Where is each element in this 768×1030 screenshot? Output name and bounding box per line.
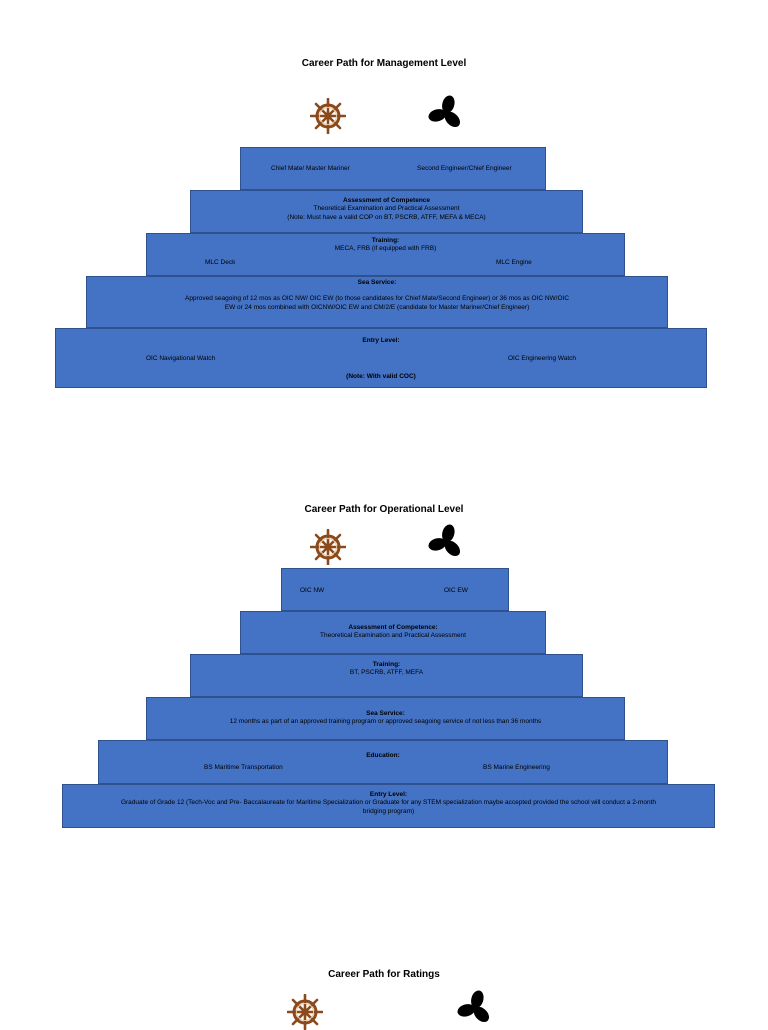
- top-right-label: OIC EW: [444, 587, 468, 594]
- training-right-label: MLC Engine: [496, 259, 532, 266]
- operational-training-box: [190, 654, 583, 697]
- entry-heading: Entry Level:: [369, 791, 408, 798]
- sea-service-line: EW or 24 mos combined with OICNW/OIC EW and CM/2/E (candidate for Master Mariner/Chief Engineer): [224, 303, 530, 311]
- propeller-icon: [457, 990, 493, 1026]
- operational-top-box: [281, 568, 509, 611]
- sea-service-heading: Sea Service:: [357, 279, 397, 286]
- education-right-label: BS Marine Engineering: [483, 764, 550, 771]
- operational-assessment-box: [240, 611, 546, 654]
- top-right-label: Second Engineer/Chief Engineer: [417, 165, 512, 172]
- management-training-box: [146, 233, 625, 276]
- ratings-title: Career Path for Ratings: [328, 969, 440, 980]
- assessment-heading: Assessment of Competence: [342, 197, 431, 204]
- assessment-line: Theoretical Examination and Practical Assessment: [320, 632, 466, 640]
- training-heading: Training:: [372, 661, 401, 668]
- education-heading: Education:: [366, 752, 400, 759]
- assessment-note: (Note: Must have a valid COP on BT, PSCRB, ATFF, MEFA & MECA): [287, 213, 486, 221]
- management-sea-service-box: [86, 276, 668, 328]
- management-top-box: [240, 147, 546, 190]
- training-left-label: MLC Deck: [205, 259, 236, 266]
- assessment-line: Theoretical Examination and Practical Assessment: [313, 205, 460, 213]
- training-heading: Training:: [371, 237, 400, 244]
- propeller-icon: [428, 95, 464, 131]
- assessment-heading: Assessment of Competence:: [348, 624, 438, 631]
- sea-service-heading: Sea Service:: [366, 710, 405, 717]
- top-left-label: Chief Mate/ Master Mariner: [271, 165, 350, 172]
- management-entry-box: [55, 328, 707, 388]
- operational-education-box: [98, 740, 668, 784]
- sea-service-line: 12 months as part of an approved training program or approved seagoing service of not less than 36 months: [229, 718, 542, 726]
- entry-line: bridging program): [362, 807, 415, 815]
- education-left-label: BS Maritime Transportation: [204, 764, 283, 771]
- sea-service-line: Approved seagoing of 12 mos as OIC NW/ OIC EW (to those candidates for Chief Mate/Second Engineer) or 36 mos as OIC NW/OIC: [184, 295, 570, 303]
- operational-title: Career Path for Operational Level: [304, 504, 464, 515]
- training-line: MECA, FRB (if equipped with FRB): [334, 245, 437, 253]
- training-line: BT, PSCRB, ATFF, MEFA: [349, 669, 424, 677]
- management-assessment-box: [190, 190, 583, 233]
- entry-right-label: OIC Engineering Watch: [508, 355, 577, 362]
- management-title: Career Path for Management Level: [301, 58, 467, 69]
- operational-sea-service-box: [146, 697, 625, 740]
- top-left-label: OIC NW: [300, 587, 325, 594]
- ship-wheel-icon: [310, 529, 346, 565]
- propeller-icon: [428, 524, 464, 560]
- entry-left-label: OIC Navigational Watch: [146, 355, 216, 362]
- ship-wheel-icon: [287, 994, 323, 1030]
- entry-line: Graduate of Grade 12 (Tech-Voc and Pre- Baccalaureate for Maritime Specialization or Graduate for any STEM specialization maybe accepted provided the school will conduct a 2-month: [120, 799, 657, 807]
- ship-wheel-icon: [310, 98, 346, 134]
- operational-entry-box: [62, 784, 715, 828]
- entry-heading: Entry Level:: [362, 337, 400, 344]
- entry-note: (Note: With valid COC): [346, 373, 416, 380]
